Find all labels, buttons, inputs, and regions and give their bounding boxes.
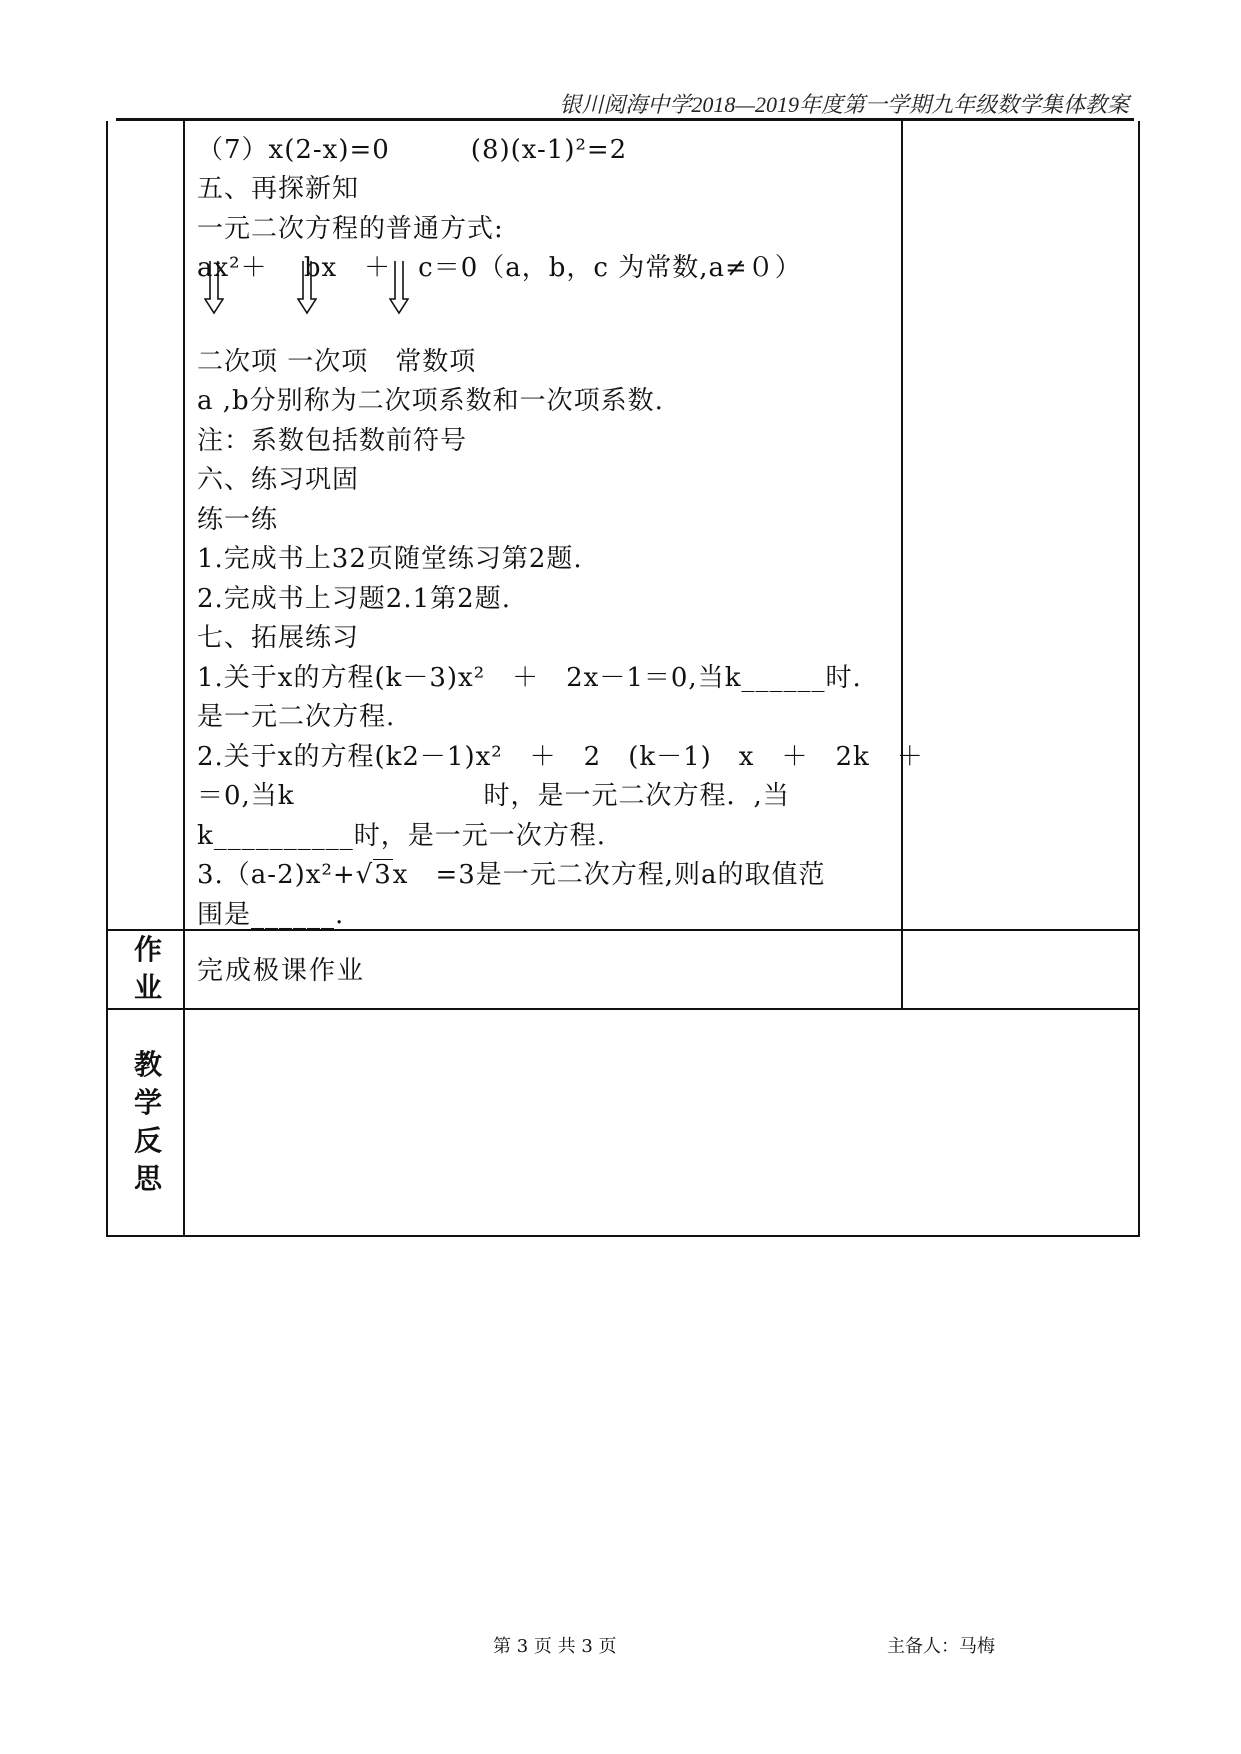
- extension-item-2-cont: ＝0,当k 时，是一元二次方程．,当: [197, 781, 790, 811]
- extension-item-3: [197, 854, 826, 891]
- extension-item-2: 2.关于x的方程(k2－1)x² ＋ 2 (k－1) x ＋ 2k ＋: [197, 742, 924, 772]
- section-6-heading: 六、练习巩固: [197, 465, 360, 495]
- practice-item-1: 1.完成书上32页随堂练习第2题.: [197, 544, 583, 574]
- extension-item-3-cont: 围是______.: [197, 900, 345, 930]
- reflection-label-char-3: 反: [133, 1124, 162, 1157]
- table-row-divider-2: [106, 1008, 1140, 1010]
- table-bottom-border: [106, 1235, 1140, 1237]
- reflection-label-char-4: 思: [133, 1162, 162, 1195]
- extension-item-2-end: k__________时，是一元一次方程.: [197, 821, 607, 851]
- term-names: 二次项 一次项 常数项: [197, 347, 477, 377]
- extension-item-1-cont: 是一元二次方程.: [197, 702, 396, 732]
- down-arrow-icon-constant: [389, 261, 409, 315]
- author: 主备人：马梅: [887, 1636, 995, 1657]
- header-title: 银川阅海中学2018—2019年度第一学期九年级数学集体教案: [559, 92, 1129, 117]
- extension-item-3-pre: 3.（a-2)x²+: [197, 860, 356, 890]
- reflection-label-char-2: 学: [133, 1086, 162, 1119]
- section-7-heading: 七、拓展练习: [197, 623, 360, 653]
- extension-item-1: 1.关于x的方程(k－3)x² ＋ 2x－1＝0,当k______时.: [197, 663, 862, 693]
- section-5-heading: 五、再探新知: [197, 174, 360, 204]
- table-notes-column-border: [901, 121, 903, 1010]
- sqrt-radicand: 3: [374, 860, 392, 890]
- homework-label: [130, 931, 166, 1007]
- page-number: 第 3 页 共 3 页: [493, 1636, 617, 1657]
- header-rule: [116, 118, 1134, 121]
- reflection-label-char-1: 教: [133, 1048, 162, 1081]
- down-arrow-icon-linear: [297, 261, 317, 315]
- table-label-column-border: [183, 121, 185, 1237]
- extension-item-3-post: x =3是一元二次方程,则a的取值范: [392, 860, 826, 890]
- sqrt-symbol: √: [355, 860, 374, 890]
- table-left-border: [106, 121, 108, 1237]
- sign-note: 注：系数包括数前符号: [197, 426, 468, 456]
- down-arrow-icon-quadratic: [204, 261, 224, 315]
- homework-label-char-1: 作: [133, 933, 162, 966]
- homework-label-char-2: 业: [133, 971, 162, 1004]
- reflection-label: [130, 1046, 166, 1198]
- coefficient-note: a ,b分别称为二次项系数和一次项系数.: [197, 386, 664, 416]
- general-form-equation: ax²＋ bx ＋ c＝0（a，b，c 为常数,a≠０）: [197, 253, 802, 283]
- practice-item-2: 2.完成书上习题2.1第2题.: [197, 584, 511, 614]
- practice-heading: 练一练: [197, 505, 279, 535]
- homework-text: 完成极课作业: [197, 956, 366, 986]
- equation-7-8: （7）x(2-x)=0 (8)(x-1)²=2: [197, 135, 628, 165]
- general-form-label: 一元二次方程的普通方式:: [197, 214, 504, 244]
- table-right-border: [1138, 121, 1140, 1237]
